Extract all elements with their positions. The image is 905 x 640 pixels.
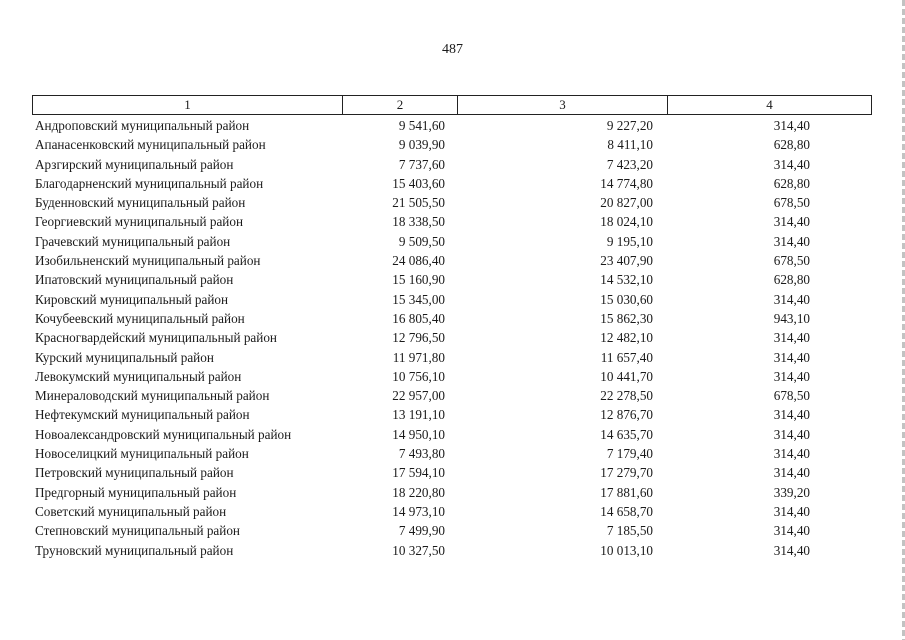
value-col-3: 12 876,70 [600, 407, 653, 423]
value-col-3: 17 279,70 [600, 465, 653, 481]
value-col-2: 15 160,90 [392, 272, 445, 288]
table-row [32, 405, 872, 424]
value-col-4: 314,40 [773, 291, 810, 307]
value-col-3: 7 179,40 [606, 446, 653, 462]
value-col-3: 9 227,20 [606, 118, 653, 133]
value-col-3: 7 423,20 [606, 156, 653, 172]
value-col-3: 17 881,60 [600, 484, 653, 500]
value-col-4: 314,40 [773, 523, 810, 539]
table-row [32, 502, 872, 521]
district-name: Ипатовский муниципальный район [35, 272, 234, 288]
value-col-2: 14 973,10 [392, 503, 445, 519]
table-row [32, 386, 872, 405]
page-number: 487 [442, 42, 463, 57]
value-col-2: 9 541,60 [398, 118, 445, 133]
table-row [32, 212, 872, 231]
table-row [32, 174, 872, 193]
value-col-4: 628,80 [773, 137, 810, 153]
table-row [32, 135, 872, 154]
value-col-4: 314,40 [773, 426, 810, 442]
value-col-4: 678,50 [773, 388, 810, 404]
value-col-4: 628,80 [773, 175, 810, 191]
district-name: Советский муниципальный район [35, 503, 227, 519]
value-col-2: 9 509,50 [398, 233, 445, 249]
district-name: Новоселицкий муниципальный район [35, 446, 249, 462]
value-col-4: 314,40 [773, 503, 810, 519]
table-row [32, 270, 872, 289]
value-col-4: 314,40 [773, 156, 810, 172]
column-header-4: 4 [766, 97, 773, 112]
value-col-3: 7 185,50 [606, 523, 653, 539]
value-col-3: 14 658,70 [600, 503, 653, 519]
district-name: Кировский муниципальный район [35, 291, 229, 307]
value-col-2: 7 499,90 [398, 523, 445, 539]
table-row [32, 541, 872, 560]
value-col-3: 14 532,10 [600, 272, 653, 288]
table-row [32, 425, 872, 444]
column-header-1: 1 [33, 96, 343, 114]
value-col-2: 15 345,00 [392, 291, 445, 307]
value-col-3: 10 013,10 [600, 542, 653, 558]
value-col-2: 10 756,10 [392, 368, 445, 384]
value-col-4: 943,10 [773, 310, 810, 326]
district-name: Нефтекумский муниципальный район [35, 407, 250, 423]
value-col-2: 17 594,10 [392, 465, 445, 481]
value-col-4: 339,20 [773, 484, 810, 500]
value-col-2: 14 950,10 [392, 426, 445, 442]
value-col-2: 21 505,50 [392, 195, 445, 211]
value-col-2: 15 403,60 [392, 175, 445, 191]
table-row [32, 155, 872, 174]
value-col-3: 22 278,50 [600, 388, 653, 404]
district-name: Георгиевский муниципальный район [35, 214, 244, 230]
value-col-2: 13 191,10 [392, 407, 445, 423]
district-name: Курский муниципальный район [35, 349, 214, 365]
value-col-4: 678,50 [773, 253, 810, 269]
value-col-4: 628,80 [773, 272, 810, 288]
value-col-2: 7 737,60 [398, 156, 445, 172]
district-name: Грачевский муниципальный район [35, 233, 231, 249]
district-name: Труновский муниципальный район [35, 542, 234, 558]
value-col-4: 314,40 [773, 368, 810, 384]
value-col-4: 314,40 [773, 542, 810, 558]
district-name: Красногвардейский муниципальный район [35, 330, 277, 346]
table-row [32, 232, 872, 251]
table-row [32, 483, 872, 502]
table-row [32, 444, 872, 463]
column-header-2: 2 [343, 96, 458, 114]
table-row [32, 521, 872, 540]
value-col-3: 10 441,70 [600, 368, 653, 384]
table-row [32, 193, 872, 212]
district-name: Благодарненский муниципальный район [35, 175, 264, 191]
value-col-2: 11 971,80 [392, 349, 445, 365]
column-header-3: 3 [458, 96, 668, 114]
value-col-2: 16 805,40 [392, 310, 445, 326]
district-name: Новоалександровский муниципальный район [35, 426, 292, 442]
value-col-2: 7 493,80 [398, 446, 445, 462]
district-name: Кочубеевский муниципальный район [35, 310, 245, 326]
district-name: Степновский муниципальный район [35, 523, 240, 539]
value-col-3: 12 482,10 [600, 330, 653, 346]
value-col-3: 23 407,90 [600, 253, 653, 269]
district-name: Левокумский муниципальный район [35, 368, 242, 384]
value-col-4: 314,40 [773, 446, 810, 462]
value-col-2: 18 220,80 [392, 484, 445, 500]
value-col-2: 10 327,50 [392, 542, 445, 558]
value-col-2: 12 796,50 [392, 330, 445, 346]
value-col-4: 314,40 [773, 118, 810, 133]
table-row [32, 116, 872, 135]
table-row [32, 309, 872, 328]
value-col-3: 9 195,10 [606, 233, 653, 249]
value-col-3: 15 030,60 [600, 291, 653, 307]
value-col-2: 22 957,00 [392, 388, 445, 404]
value-col-4: 314,40 [773, 330, 810, 346]
value-col-4: 314,40 [773, 407, 810, 423]
district-name: Андроповский муниципальный район [35, 118, 250, 133]
table-row [32, 348, 872, 367]
value-col-3: 20 827,00 [600, 195, 653, 211]
value-col-3: 15 862,30 [600, 310, 653, 326]
table-row [32, 328, 872, 347]
table-body [32, 116, 872, 560]
district-name: Петровский муниципальный район [35, 465, 234, 481]
district-name: Изобильненский муниципальный район [35, 253, 261, 269]
table-row [32, 290, 872, 309]
district-name: Арзгирский муниципальный район [35, 156, 234, 172]
value-col-3: 14 635,70 [600, 426, 653, 442]
district-name: Предгорный муниципальный район [35, 484, 237, 500]
value-col-3: 11 657,40 [600, 349, 653, 365]
value-col-4: 314,40 [773, 465, 810, 481]
value-col-2: 18 338,50 [392, 214, 445, 230]
district-name: Апанасенковский муниципальный район [35, 137, 266, 153]
value-col-4: 314,40 [773, 349, 810, 365]
value-col-4: 314,40 [773, 214, 810, 230]
value-col-2: 24 086,40 [392, 253, 445, 269]
table-header [32, 95, 872, 115]
table-row [32, 251, 872, 270]
value-col-3: 18 024,10 [600, 214, 653, 230]
value-col-3: 8 411,10 [607, 137, 653, 153]
value-col-4: 678,50 [773, 195, 810, 211]
value-col-4: 314,40 [773, 233, 810, 249]
value-col-3: 14 774,80 [600, 175, 653, 191]
district-name: Минераловодский муниципальный район [35, 388, 270, 404]
table-row [32, 463, 872, 482]
table-row [32, 367, 872, 386]
value-col-2: 9 039,90 [398, 137, 445, 153]
district-name: Буденновский муниципальный район [35, 195, 246, 211]
